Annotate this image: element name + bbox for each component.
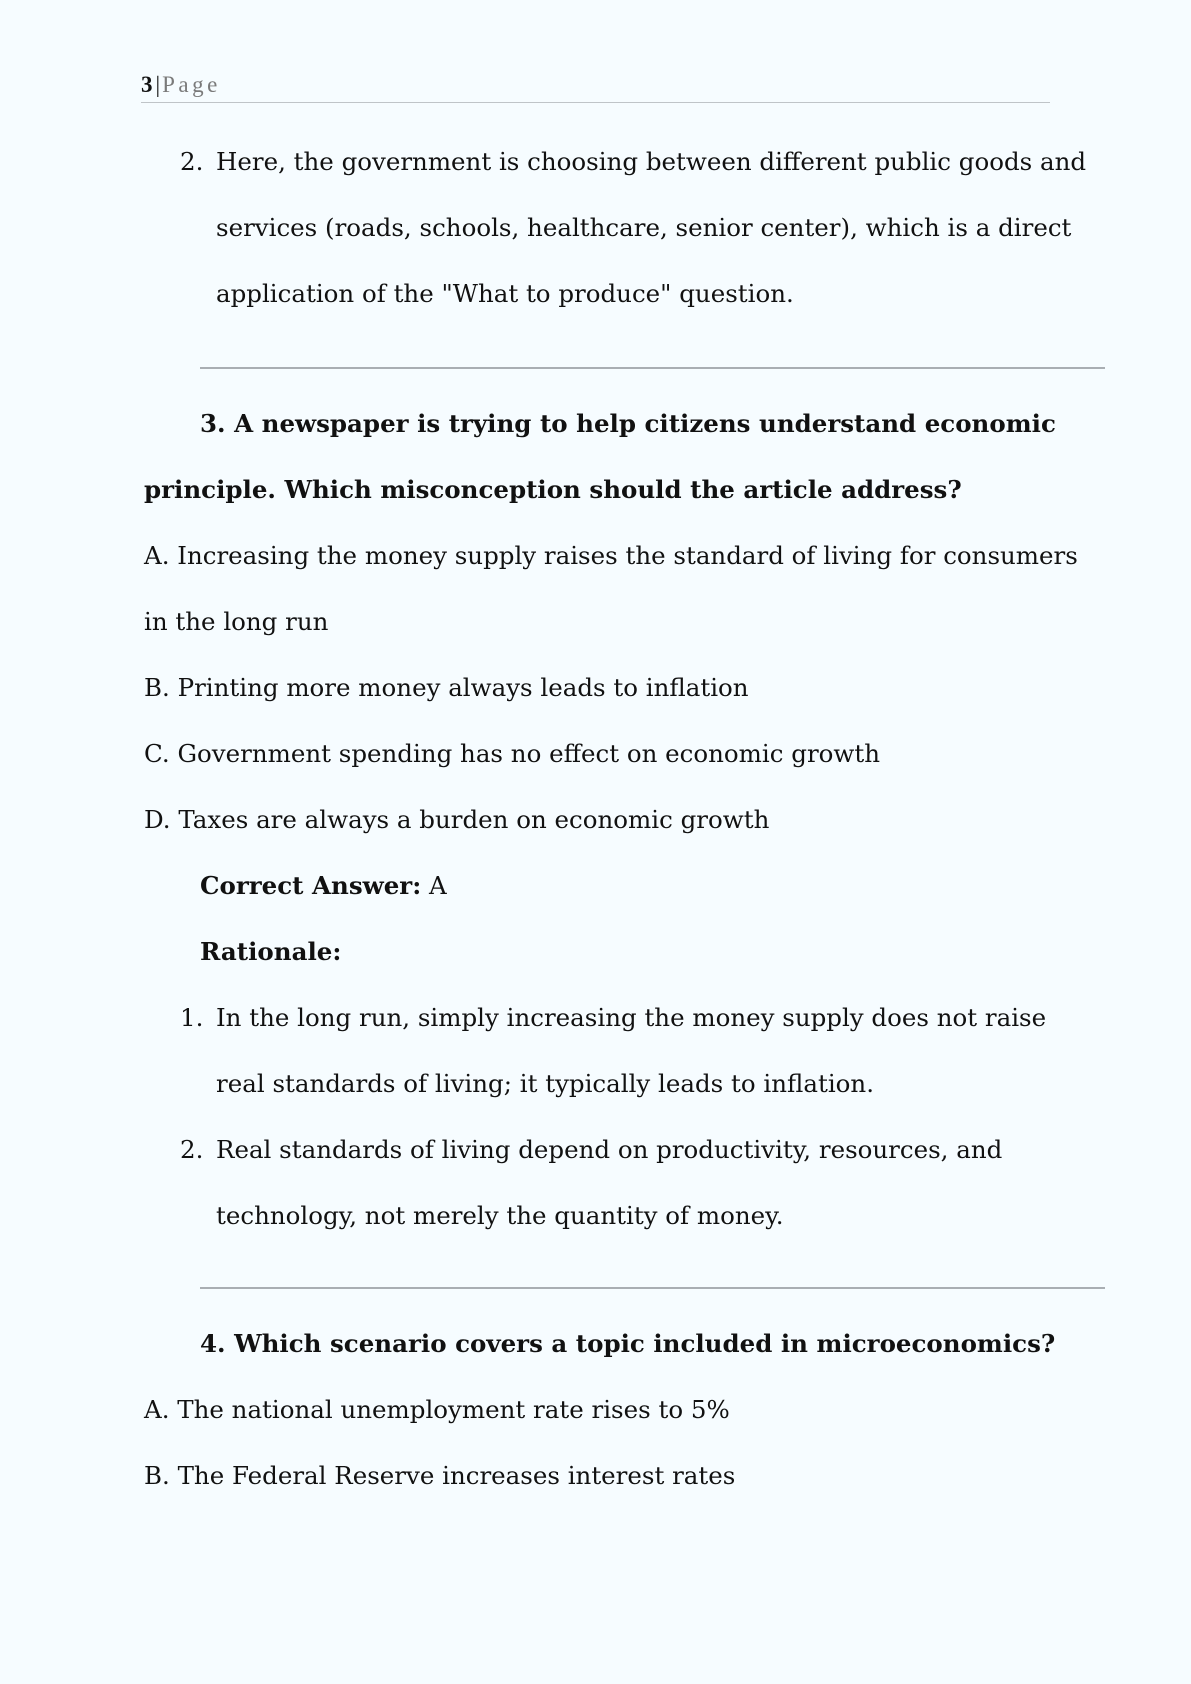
header-separator: | [155, 72, 161, 97]
question-3-text: 3. A newspaper is trying to help citizens understand economic [200, 409, 1056, 438]
rationale-heading: Rationale: [200, 937, 342, 966]
correct-answer-label: Correct Answer: [200, 871, 422, 900]
option-b: B. The Federal Reserve increases interest rates [144, 1461, 736, 1490]
question-3-text: principle. Which misconception should the article address? [144, 475, 962, 504]
section-divider [200, 367, 1105, 369]
rationale-line: real standards of living; it typically leads to inflation. [216, 1069, 874, 1098]
rationale-marker: 2. [180, 1135, 204, 1164]
rationale-line: In the long run, simply increasing the money supply does not raise [216, 1003, 1047, 1032]
option-a: A. The national unemployment rate rises to 5% [144, 1395, 730, 1424]
rationale-line: services (roads, schools, healthcare, senior center), which is a direct [216, 213, 1072, 242]
option-c: C. Government spending has no effect on economic growth [144, 739, 881, 768]
rationale-line: technology, not merely the quantity of money. [216, 1201, 784, 1230]
page-number: 3 [141, 72, 153, 97]
rationale-line: Real standards of living depend on productivity, resources, and [216, 1135, 1003, 1164]
page-header [141, 68, 1050, 103]
option-a: A. Increasing the money supply raises the standard of living for consumers [144, 541, 1078, 570]
question-4-text: 4. Which scenario covers a topic included in microeconomics? [200, 1329, 1056, 1358]
rationale-line: Here, the government is choosing between different public goods and [216, 147, 1087, 176]
option-b: B. Printing more money always leads to inflation [144, 673, 749, 702]
option-d: D. Taxes are always a burden on economic growth [144, 805, 770, 834]
correct-answer [200, 869, 447, 903]
rationale-line: application of the "What to produce" question. [216, 279, 794, 308]
rationale-marker: 1. [180, 1003, 204, 1032]
option-a: in the long run [144, 607, 329, 636]
section-divider [200, 1287, 1105, 1289]
rationale-marker: 2. [180, 147, 204, 176]
page-label: Page [162, 72, 221, 97]
correct-answer-value: A [421, 871, 447, 900]
